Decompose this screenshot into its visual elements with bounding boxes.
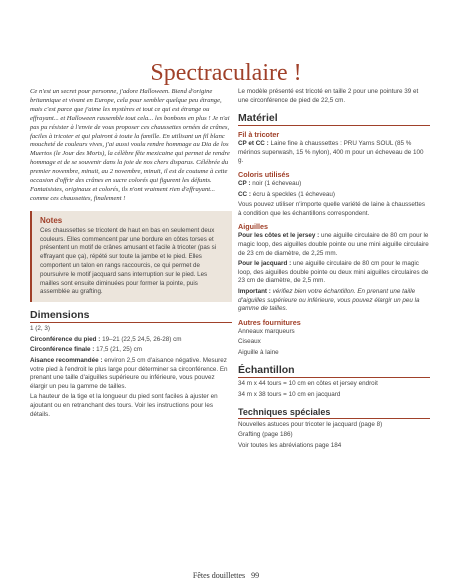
notes-title: Notes xyxy=(40,215,63,225)
colors-heading: Coloris utilisés xyxy=(238,169,290,179)
technique-line: Grafting (page 186) xyxy=(238,431,293,439)
page-footer xyxy=(0,571,452,580)
page-number: 99 xyxy=(251,571,260,580)
important-note: Important : vérifiez bien votre échantillon. En prenant une taille d'aiguilles supérieure ou inférieure, vous pouvez élargir un peu la gamme de tailles. xyxy=(238,287,420,313)
supplies-heading: Autres fournitures xyxy=(238,317,301,327)
final-circumference: Circonférence finale : 17,5 (21, 25) cm xyxy=(30,346,142,354)
notes-text: Ces chaussettes se tricotent de haut en bas en seulement deux couleurs. Elles commencent par une bordure en côtes torses et présentent un motif de crânes amusant et facile à tricoter (pas si effrayant que ça), répété sur toute la jambe et le pied. Elles comportent un talon en rangs raccourcis, ce qui permet de poursuivre le motif jacquard sans interruption sur le pied. Les mailles sont ensuite diminuées pour former la pointe, puis assemblée au grafting. xyxy=(40,226,217,296)
right-column xyxy=(238,88,430,450)
gauge-line: 34 m x 38 tours = 10 cm en jacquard xyxy=(238,391,341,399)
height-note: La hauteur de la tige et la longueur du pied sont faciles à ajuster en ajoutant ou en retranchant des tours. Voir les instructions pour les détails. xyxy=(30,393,218,418)
needles-jacquard: Pour le jacquard : une aiguille circulaire de 80 cm pour le magic loop, des aiguilles double pointe ou deux mini aiguilles circulaires de 23 cm de diamètre, de 2,5 mm. xyxy=(238,260,429,285)
supply-item: Ciseaux xyxy=(238,338,261,346)
foot-circumference: Circonférence du pied : 19–21 (22,5 24,5, 26-28) cm xyxy=(30,335,182,343)
colors-note: Vous pouvez utiliser n'importe quelle variété de laine à chaussettes à condition que les échantillons correspondent. xyxy=(238,201,426,217)
yarn-text: CP et CC : Laine fine à chaussettes : PRU Yarns SOUL (85 % mérinos superwash, 15 % nylon), 400 m pour un écheveau de 100 g. xyxy=(238,140,424,165)
supply-item: Aiguille à laine xyxy=(238,348,279,356)
supply-item: Anneaux marqueurs xyxy=(238,327,295,335)
needles-heading: Aiguilles xyxy=(238,222,268,232)
dimensions-heading: Dimensions xyxy=(30,309,232,323)
notes-box xyxy=(30,211,232,302)
cp-color: CP : noir (1 écheveau) xyxy=(238,179,302,187)
gauge-line: 34 m x 44 tours = 10 cm en côtes et jersey endroit xyxy=(238,380,378,388)
gauge-heading: Échantillon xyxy=(238,364,430,378)
page-title: Spectraculaire ! xyxy=(150,60,302,86)
intro-paragraph: Ce n'est un secret pour personne, j'adore Halloween. Biend d'origine britannique et vivant en Europe, cela pour sembler quelque peu étrange, mais c'est parce que j'aime les mystères et tout ce qui est étrange ou effrayant... et Halloween rassemble tout cela... les bonbons en plus ! Je n'ai pas pu résister à l'envie de vous proposer ces chaussettes ornées de crânes, faciles à tricoter et qui plairont à toute la famille. En utilisant un fil blanc moucheté de couleurs vives, j'ai aussi voulu rendre hommage au Dia de los Muertos (le Jour des Morts), la célèbre fête mexicaine qui permet de rendre hommage et de se souvenir dans la joie de nos chers disparus. Célébrée du premier novembre, minuit, au 2 novembre, minuit, il est de coutume à cette occasion d'offrir des crânes en sucre colorés qui figurent les défunts. Fantaisistes, originaux et colorés, ils n'ont vraiment rien d'effrayant... comme ces chaussettes, finalement ! xyxy=(30,88,230,202)
model-intro: Le modèle présenté est tricoté en taille 2 pour une pointure 39 et une circonférence de pied de 22,5 cm. xyxy=(238,88,419,104)
technique-line: Nouvelles astuces pour tricoter le jacquard (page 8) xyxy=(238,420,383,428)
recommended-ease: Aisance recommandée : environ 2,5 cm d'aisance négative. Mesurez votre pied à l'endroit le plus large pour déterminer sa circonférence. En prenant une taille d'aiguilles supérieure ou inférieure, vous pouvez élargir un peu la gamme de tailles. xyxy=(30,356,228,390)
techniques-heading: Techniques spéciales xyxy=(238,407,430,419)
book-title: Fêtes douillettes xyxy=(192,571,246,580)
left-column xyxy=(30,88,232,419)
needles-ribbing: Pour les côtes et le jersey : une aiguille circulaire de 80 cm pour le magic loop, des aiguilles double pointe ou une mini aiguille circulaire de 23 cm de diamètre, de 2,25 mm. xyxy=(238,232,429,257)
cc-color: CC : écru à speckles (1 écheveau) xyxy=(238,190,335,198)
technique-line: Voir toutes les abréviations page 184 xyxy=(238,441,342,449)
materiel-heading: Matériel xyxy=(238,112,430,126)
yarn-heading: Fil à tricoter xyxy=(238,130,280,140)
sizes: 1 (2, 3) xyxy=(30,325,50,333)
